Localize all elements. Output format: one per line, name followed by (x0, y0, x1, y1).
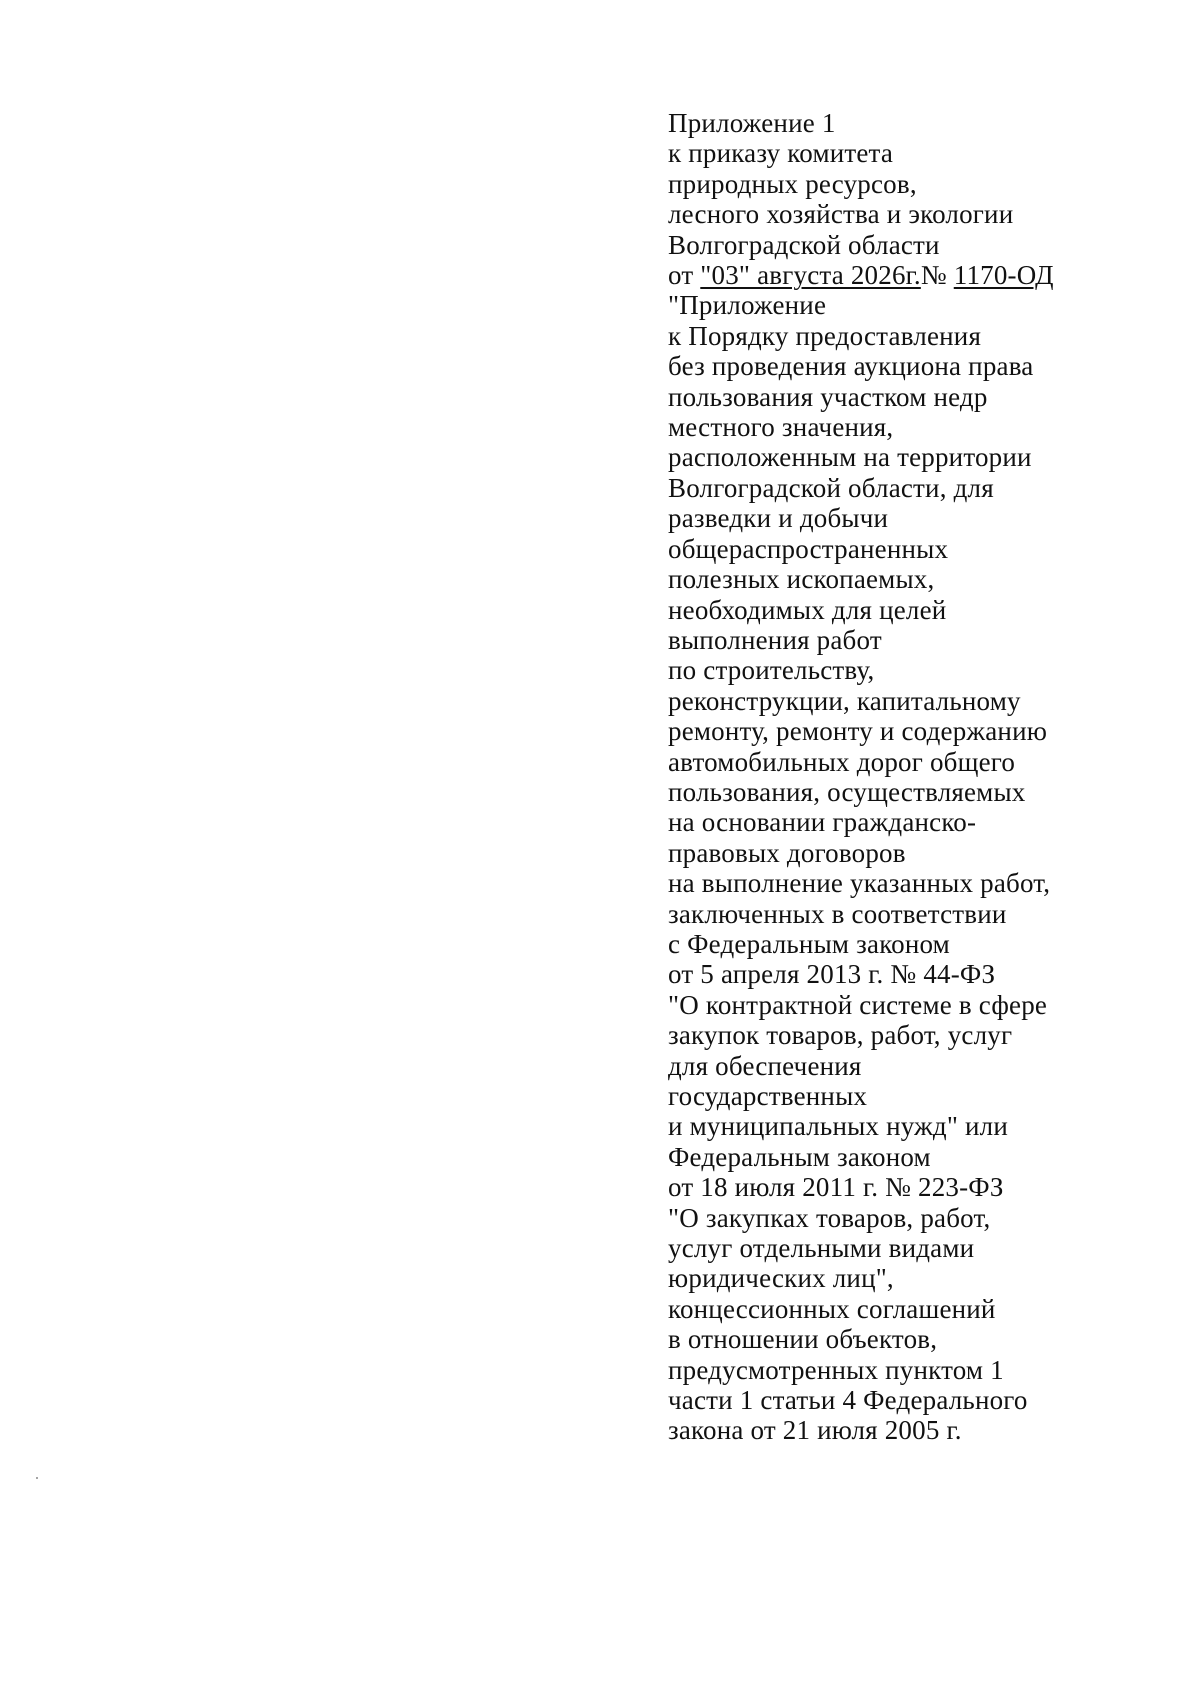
header-line: Волгоградской области (668, 229, 940, 260)
body-line: предусмотренных пунктом 1 (668, 1354, 1004, 1385)
body-line: для обеспечения (668, 1050, 862, 1081)
body-line: юридических лиц", (668, 1263, 894, 1294)
body-line: закупок товаров, работ, услуг (668, 1020, 1013, 1051)
appendix-header-block (668, 108, 1188, 1446)
scan-speck (36, 1477, 38, 1479)
body-line: выполнения работ (668, 624, 882, 655)
order-number: 1170-ОД (953, 260, 1054, 291)
order-date: "03" августа 2026г. (700, 260, 921, 291)
body-line: без проведения аукциона права (668, 351, 1034, 382)
header-line: лесного хозяйства и экологии (668, 199, 1014, 230)
body-line: с Федеральным законом (668, 928, 950, 959)
body-line: пользования, осуществляемых (668, 776, 1026, 807)
body-line: автомобильных дорог общего (668, 746, 1016, 777)
body-line: разведки и добычи (668, 503, 889, 534)
body-line: "О закупках товаров, работ, (668, 1202, 991, 1233)
body-line: от 18 июля 2011 г. № 223-ФЗ (668, 1172, 1004, 1203)
body-line: реконструкции, капитальному (668, 685, 1021, 716)
body-line: расположенным на территории (668, 442, 1032, 473)
header-line: природных ресурсов, (668, 168, 917, 199)
body-line: правовых договоров (668, 837, 906, 868)
body-line: закона от 21 июля 2005 г. (668, 1415, 962, 1446)
body-line: пользования участком недр (668, 381, 988, 412)
body-line: Волгоградской области, для (668, 472, 994, 503)
body-line: и муниципальных нужд" или (668, 1111, 1009, 1142)
header-line: Приложение 1 (668, 108, 836, 138)
body-line: заключенных в соответствии (668, 898, 1007, 929)
body-line: необходимых для целей (668, 594, 947, 625)
body-line: на выполнение указанных работ, (668, 868, 1051, 899)
body-line: по строительству, (668, 655, 875, 686)
body-line: "Приложение (668, 290, 827, 321)
body-line: на основании гражданско- (668, 807, 977, 838)
number-sign: № (920, 260, 954, 291)
order-date-number-line (668, 260, 1188, 290)
body-line: Федеральным законом (668, 1141, 931, 1172)
body-line: "О контрактной системе в сфере (668, 989, 1048, 1020)
header-line: к приказу комитета (668, 138, 894, 169)
body-line: части 1 статьи 4 Федерального (668, 1385, 1028, 1416)
body-line: к Порядку предоставления (668, 320, 982, 351)
body-line: полезных ископаемых, (668, 564, 935, 595)
body-line: государственных (668, 1081, 868, 1111)
body-line: в отношении объектов, (668, 1324, 938, 1355)
body-line: общераспространенных (668, 533, 949, 564)
body-line: ремонту, ремонту и содержанию (668, 716, 1048, 747)
date-prefix: от (668, 260, 701, 291)
body-line: местного значения, (668, 412, 894, 443)
body-line: концессионных соглашений (668, 1293, 996, 1324)
body-line: услуг отдельными видами (668, 1233, 975, 1264)
body-line: от 5 апреля 2013 г. № 44-ФЗ (668, 959, 996, 990)
